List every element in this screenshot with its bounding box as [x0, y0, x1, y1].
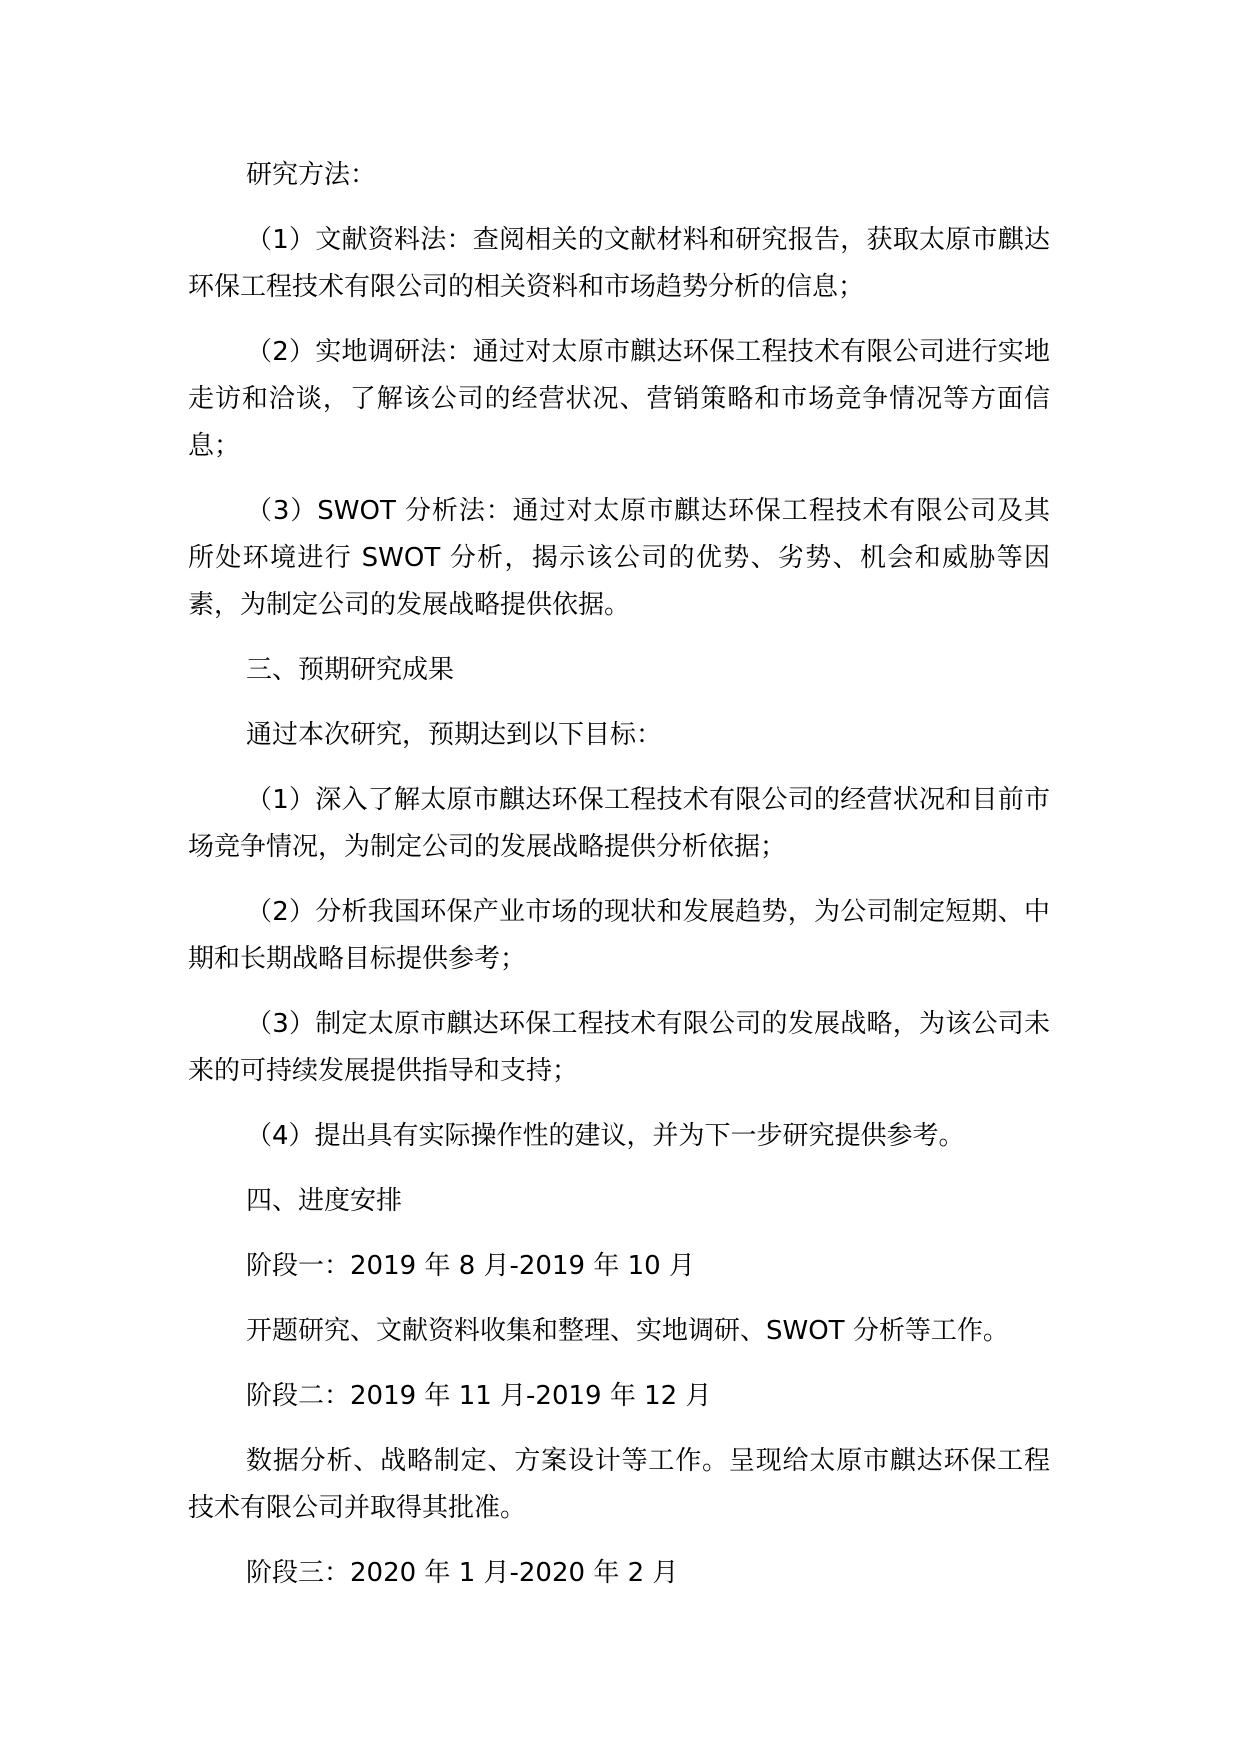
section-heading-schedule: 四、进度安排 [246, 1186, 403, 1216]
paragraph-method-swot: （3）SWOT 分析法：通过对太原市麒达环保工程技术有限公司及其所处环境进行 SWOT 分析，揭示该公司的优势、劣势、机会和威胁等因素，为制定公司的发展战略提供依据。 [188, 496, 1050, 620]
paragraph-method-fieldwork: （2）实地调研法：通过对太原市麒达环保工程技术有限公司进行实地走访和洽谈，了解该公司的经营状况、营销策略和市场竞争情况等方面信息； [188, 337, 1050, 461]
paragraph-stage-2-dates: 阶段二：2019 年 11 月-2019 年 12 月 [246, 1381, 712, 1411]
paragraph-goal-3: （3）制定太原市麒达环保工程技术有限公司的发展战略，为该公司未来的可持续发展提供指导和支持； [188, 1009, 1050, 1086]
paragraph-goal-1: （1）深入了解太原市麒达环保工程技术有限公司的经营状况和目前市场竞争情况，为制定公司的发展战略提供分析依据； [188, 785, 1050, 862]
section-heading-expected-results: 三、预期研究成果 [246, 655, 455, 685]
paragraph-stage-2-tasks: 数据分析、战略制定、方案设计等工作。呈现给太原市麒达环保工程技术有限公司并取得其批准。 [188, 1446, 1050, 1523]
paragraph-stage-1-dates: 阶段一：2019 年 8 月-2019 年 10 月 [246, 1251, 695, 1281]
paragraph-goal-2: （2）分析我国环保产业市场的现状和发展趋势，为公司制定短期、中期和长期战略目标提供参考； [188, 897, 1050, 974]
paragraph-goal-4: （4）提出具有实际操作性的建议，并为下一步研究提供参考。 [246, 1121, 965, 1151]
paragraph-research-methods-heading: 研究方法： [246, 160, 377, 190]
paragraph-method-literature: （1）文献资料法：查阅相关的文献材料和研究报告，获取太原市麒达环保工程技术有限公司的相关资料和市场趋势分析的信息； [188, 225, 1050, 302]
paragraph-stage-1-tasks: 开题研究、文献资料收集和整理、实地调研、SWOT 分析等工作。 [246, 1316, 1009, 1346]
paragraph-stage-3-dates: 阶段三：2020 年 1 月-2020 年 2 月 [246, 1558, 679, 1588]
document-body [188, 152, 1050, 1597]
paragraph-goals-intro: 通过本次研究，预期达到以下目标： [246, 720, 663, 750]
